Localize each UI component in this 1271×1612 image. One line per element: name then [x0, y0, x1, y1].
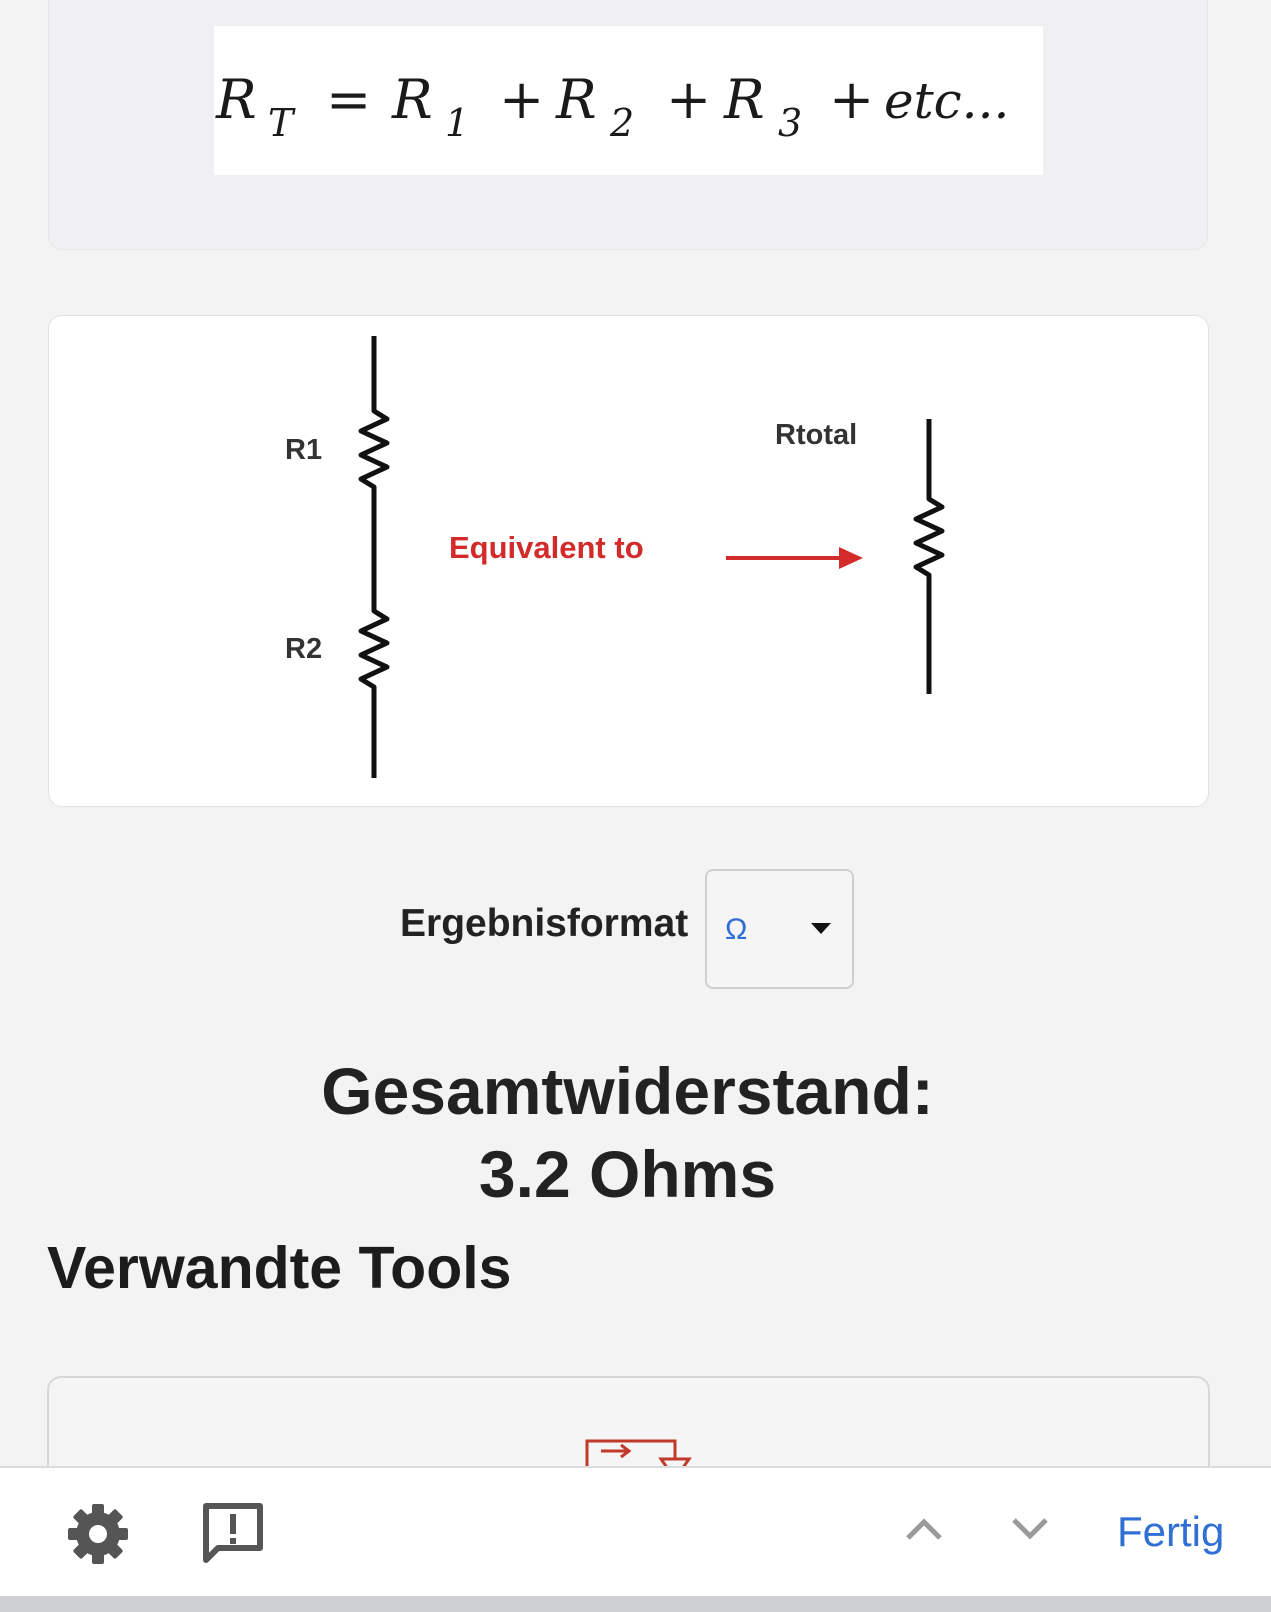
- formula-sub-t: T: [268, 101, 294, 145]
- r1-label: R1: [285, 434, 323, 466]
- feedback-icon[interactable]: [200, 1500, 266, 1564]
- system-nav-strip: [0, 1596, 1271, 1612]
- chevron-down-icon[interactable]: [1010, 1514, 1050, 1544]
- formula-plus-1: +: [499, 68, 545, 131]
- result-format-label: Ergebnisformat: [400, 902, 689, 945]
- rtotal-label: Rtotal: [775, 419, 858, 451]
- formula-r1: R: [392, 68, 433, 131]
- circuit-diagram-card: [48, 315, 1209, 807]
- result-output: [0, 1050, 1255, 1216]
- formula-plus-2: +: [666, 68, 712, 131]
- circuit-diagram: [49, 316, 1210, 808]
- equivalent-arrow-head: [839, 547, 863, 569]
- related-tools-heading: Verwandte Tools: [47, 1235, 512, 1301]
- r2-label: R2: [285, 633, 323, 665]
- formula-etc: etc...: [884, 72, 1010, 130]
- formula-r: R: [216, 68, 257, 131]
- formula-sub-3: 3: [778, 101, 803, 145]
- total-resistor-wire: [916, 419, 942, 694]
- series-resistors-wire: [361, 336, 387, 778]
- formula-sub-1: 1: [445, 101, 470, 145]
- formula-r2: R: [556, 68, 597, 131]
- result-label: Gesamtwiderstand:: [321, 1054, 934, 1128]
- equivalent-label: Equivalent to: [449, 530, 644, 565]
- bottom-toolbar: [0, 1466, 1271, 1598]
- formula-r3: R: [724, 68, 765, 131]
- gear-icon[interactable]: [66, 1502, 130, 1566]
- caret-down-icon: [811, 923, 831, 934]
- formula-svg: [214, 26, 1043, 175]
- result-value: 3.2 Ohms: [478, 1137, 777, 1211]
- formula-equals: =: [326, 68, 372, 131]
- formula-plus-3: +: [829, 68, 875, 131]
- done-button[interactable]: Fertig: [1117, 1508, 1225, 1555]
- formula-sub-2: 2: [610, 101, 635, 145]
- chevron-up-icon[interactable]: [904, 1514, 944, 1544]
- result-format-select[interactable]: [705, 869, 854, 989]
- result-format-value: Ω: [725, 913, 748, 946]
- formula-image: [214, 26, 1043, 175]
